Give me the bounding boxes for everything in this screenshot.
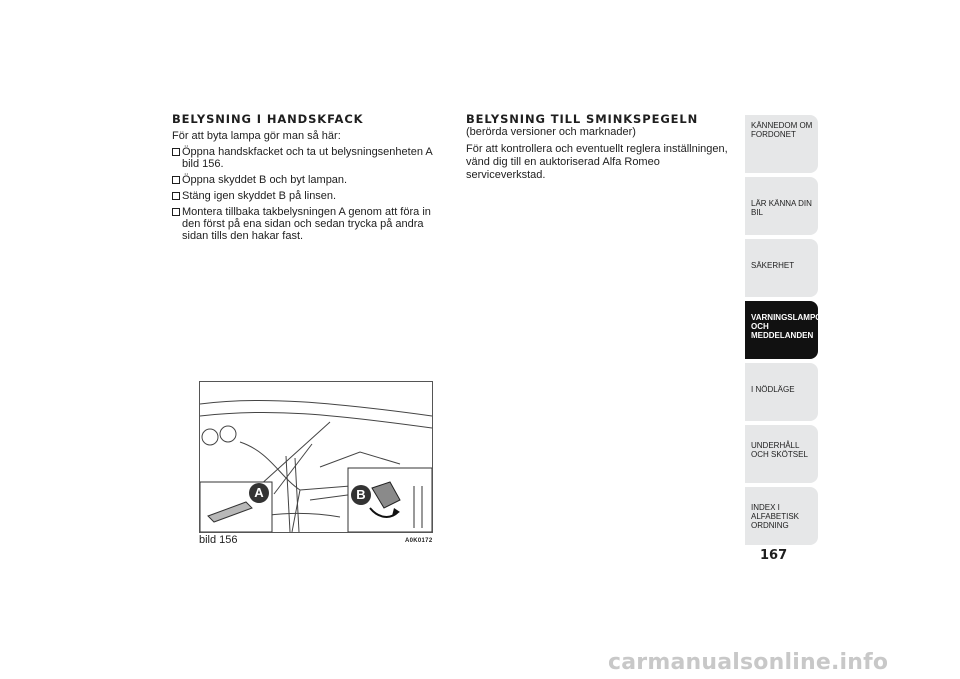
tab-maintenance[interactable]: UNDERHÅLL OCH SKÖTSEL (745, 425, 818, 483)
tab-warning-lights[interactable]: VARNINGSLAMPOR OCH MEDDELANDEN (745, 301, 818, 359)
checkbox-bullet-icon (172, 192, 180, 200)
watermark: carmanualsonline.info (608, 650, 889, 675)
section-heading-glovebox: BELYSNING I HANDSKFACK (172, 112, 364, 126)
left-column (172, 112, 447, 246)
list-item: Öppna skyddet B och byt lampan. (172, 174, 447, 186)
tab-emergency[interactable]: I NÖDLÄGE (745, 363, 818, 421)
checkbox-bullet-icon (172, 176, 180, 184)
page-number: 167 (760, 548, 788, 563)
figure-caption: bild 156 (199, 534, 238, 546)
chapter-tabs (745, 115, 828, 549)
checkbox-bullet-icon (172, 208, 180, 216)
step-list (172, 146, 447, 242)
section-heading-vanity-mirror: BELYSNING TILL SMINKSPEGELN (466, 112, 699, 126)
label-a-badge: A (249, 483, 269, 503)
figure-code: A0K0172 (405, 538, 433, 544)
list-item: Öppna handskfacket och ta ut belysningsenheten A bild 156. (172, 146, 447, 170)
list-item: Stäng igen skyddet B på linsen. (172, 190, 447, 202)
intro-text: För att byta lampa gör man så här: (172, 130, 341, 142)
tab-vehicle-knowledge[interactable]: KÄNNEDOM OM FORDONET (745, 115, 818, 173)
tab-know-your-car[interactable]: LÄR KÄNNA DIN BIL (745, 177, 818, 235)
tab-safety[interactable]: SÄKERHET (745, 239, 818, 297)
list-item: Montera tillbaka takbelysningen A genom att föra in den först på ena sidan och sedan trycka på andra sidan tills den hakar fast. (172, 206, 447, 242)
right-column (466, 112, 741, 182)
checkbox-bullet-icon (172, 148, 180, 156)
tab-index[interactable]: INDEX I ALFABETISK ORDNING (745, 487, 818, 545)
figure-illustration (199, 381, 433, 533)
body-text: För att kontrollera och eventuellt reglera inställningen, vänd dig till en auktoriserad Alfa Romeo serviceverkstad. (466, 143, 728, 181)
label-b-badge: B (351, 485, 371, 505)
subheading: (berörda versioner och marknader) (466, 126, 636, 138)
glovebox-illustration (200, 382, 432, 532)
